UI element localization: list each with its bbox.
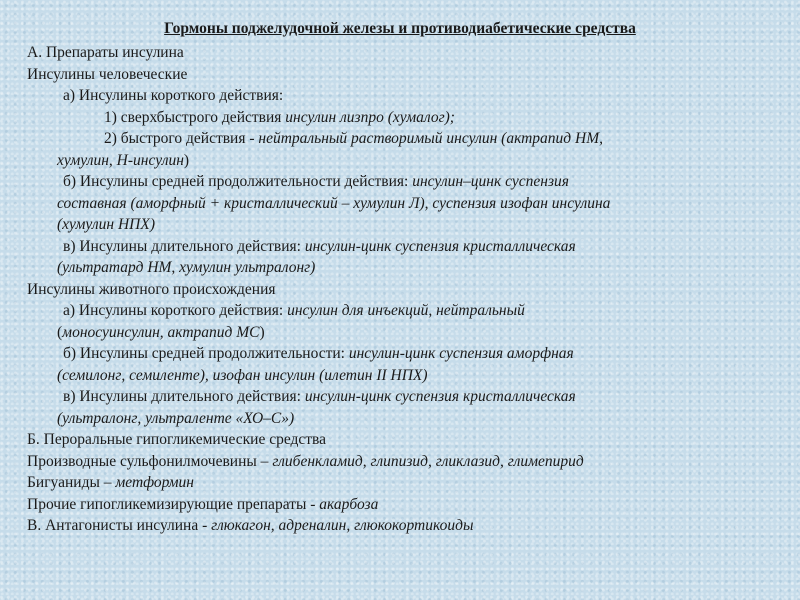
line-text: Прочие гипогликемизирующие препараты - bbox=[27, 495, 320, 513]
text-line bbox=[27, 386, 787, 408]
line-text: А. Препараты инсулина bbox=[27, 44, 184, 61]
line-text: Б. Пероральные гипогликемические средства bbox=[27, 431, 327, 448]
text-line bbox=[27, 515, 787, 537]
line-text: б) Инсулины средней продолжительности: bbox=[63, 345, 349, 362]
line-italic-text: (ультратард НМ, хумулин ультралонг) bbox=[57, 259, 316, 276]
text-line bbox=[27, 85, 787, 107]
line-italic-text: глибенкламид, глипизид, гликлазид, глимепирид bbox=[272, 452, 584, 470]
slide-title: Гормоны поджелудочной железы и противодиабетические средства bbox=[164, 20, 636, 37]
line-text: ( bbox=[57, 323, 63, 341]
line-text: Инсулины человеческие bbox=[27, 65, 188, 83]
line-text: а) Инсулины короткого действия: bbox=[63, 87, 284, 104]
line-tail-text: ) bbox=[183, 151, 190, 169]
line-italic-text: (семилонг, семиленте), изофан инсулин (илетин II НПХ) bbox=[57, 366, 428, 384]
text-line bbox=[27, 408, 787, 430]
text-line bbox=[27, 322, 787, 344]
line-text: 2) быстрого действия - bbox=[104, 130, 259, 147]
line-italic-text: метформин bbox=[115, 474, 194, 491]
text-line bbox=[27, 214, 787, 236]
text-line bbox=[27, 451, 787, 473]
text-line bbox=[27, 257, 787, 279]
line-text: В. Антагонисты инсулина - bbox=[27, 517, 212, 534]
line-italic-text: инсулин лизпро (хумалог); bbox=[285, 108, 455, 126]
line-text: Инсулины животного происхождения bbox=[27, 280, 276, 298]
line-italic-text: инсулин-цинк суспензия кристаллическая bbox=[304, 388, 576, 405]
text-line bbox=[27, 42, 787, 64]
text-line bbox=[27, 279, 787, 301]
line-italic-text: моносуинсулин, актрапид МС bbox=[62, 323, 260, 341]
line-italic-text: глюкагон, адреналин, глюкокортикоиды bbox=[211, 517, 474, 534]
line-text: в) Инсулины длительного действия: bbox=[63, 237, 305, 255]
line-italic-text: (хумулин НПХ) bbox=[57, 216, 155, 233]
line-text: Производные сульфонилмочевины – bbox=[27, 452, 273, 470]
text-line bbox=[27, 107, 787, 129]
text-line bbox=[27, 343, 787, 365]
line-text: б) Инсулины средней продолжительности действия: bbox=[63, 173, 413, 190]
line-text: а) Инсулины короткого действия: bbox=[63, 302, 288, 319]
text-line bbox=[27, 236, 787, 258]
line-italic-text: (ультралонг, ультраленте «ХО–С») bbox=[57, 409, 295, 427]
text-line bbox=[27, 472, 787, 494]
line-italic-text: акарбоза bbox=[319, 495, 379, 513]
text-line bbox=[27, 300, 787, 322]
line-text: Бигуаниды – bbox=[27, 474, 116, 491]
text-line bbox=[27, 365, 787, 387]
text-line bbox=[27, 494, 787, 516]
line-text: 1) сверхбыстрого действия bbox=[104, 108, 286, 126]
text-line bbox=[27, 429, 787, 451]
text-line bbox=[27, 128, 787, 150]
line-italic-text: составная (аморфный + кристаллический – хумулин Л), суспензия изофан инсулина bbox=[57, 194, 611, 212]
line-tail-text: ) bbox=[259, 323, 265, 341]
text-line bbox=[27, 150, 787, 172]
line-italic-text: хумулин, Н-инсулин bbox=[57, 151, 184, 169]
text-line bbox=[27, 64, 787, 86]
line-text: в) Инсулины длительного действия: bbox=[63, 388, 305, 405]
line-italic-text: инсулин для инъекций, нейтральный bbox=[287, 302, 525, 319]
line-italic-text: инсулин–цинк суспензия bbox=[412, 173, 569, 190]
line-italic-text: инсулин-цинк суспензия кристаллическая bbox=[304, 237, 576, 255]
content-lines bbox=[27, 42, 787, 537]
text-line bbox=[27, 193, 787, 215]
line-italic-text: инсулин-цинк суспензия аморфная bbox=[348, 345, 574, 362]
text-line bbox=[27, 171, 787, 193]
line-italic-text: нейтральный растворимый инсулин (актрапид НМ, bbox=[258, 130, 604, 147]
